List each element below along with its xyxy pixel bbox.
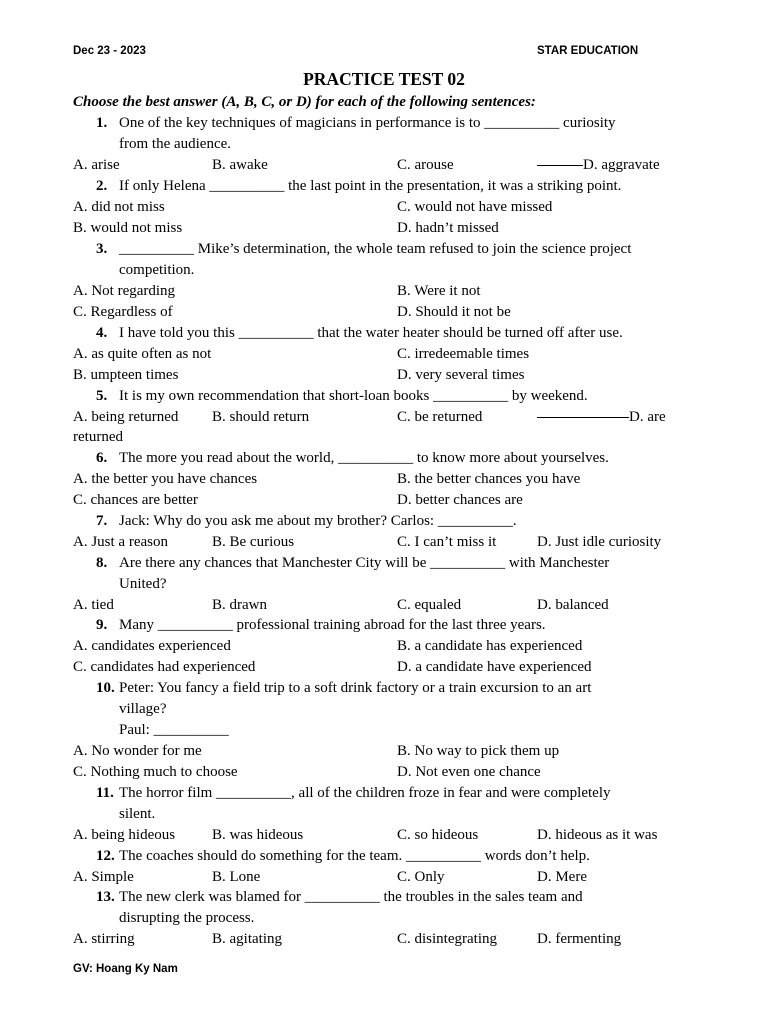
question-11: [0, 783, 768, 804]
question-10: [0, 678, 768, 699]
question-number: 1.: [96, 115, 108, 131]
option-a[interactable]: A. did not miss: [73, 199, 165, 215]
question-1-cont: [0, 134, 768, 155]
question-number: 3.: [96, 241, 108, 257]
header-organization: STAR EDUCATION: [537, 45, 639, 57]
question-6: [0, 448, 768, 469]
option-a[interactable]: A. Not regarding: [73, 283, 176, 299]
question-number: 11.: [96, 785, 114, 801]
question-3-options: [0, 281, 768, 302]
question-10-options: [0, 741, 768, 762]
question-13: [0, 887, 768, 908]
option-b[interactable]: B. Be curious: [212, 534, 295, 550]
question-text: village?: [119, 701, 167, 717]
instructions: Choose the best answer (A, B, C, or D) for each of the following sentences:: [73, 94, 536, 110]
question-5: [0, 386, 768, 407]
question-8-options: [0, 595, 768, 616]
question-number: 6.: [96, 450, 108, 466]
option-c[interactable]: C. chances are better: [73, 492, 198, 508]
question-number: 5.: [96, 388, 108, 404]
footer-teacher: GV: Hoang Ky Nam: [73, 963, 178, 975]
option-c[interactable]: C. so hideous: [397, 827, 479, 843]
question-10-cont: [0, 699, 768, 720]
option-d[interactable]: D. Mere: [537, 869, 587, 885]
option-b[interactable]: B. No way to pick them up: [397, 743, 560, 759]
option-d[interactable]: D. Not even one chance: [397, 764, 541, 780]
option-d[interactable]: D. hadn’t missed: [397, 220, 499, 236]
option-d[interactable]: D. Should it not be: [397, 304, 511, 320]
question-text: United?: [119, 576, 167, 592]
option-d-cont[interactable]: returned: [73, 429, 123, 445]
question-10-cont: [0, 720, 768, 741]
question-text: The more you read about the world, __________ to know more about yourselves.: [119, 450, 609, 466]
option-a[interactable]: A. Just a reason: [73, 534, 168, 550]
option-b[interactable]: B. drawn: [212, 597, 267, 613]
option-a[interactable]: A. being hideous: [73, 827, 176, 843]
option-c[interactable]: C. disintegrating: [397, 931, 497, 947]
question-text: It is my own recommendation that short-loan books __________ by weekend.: [119, 388, 588, 404]
option-d[interactable]: D. Just idle curiosity: [537, 534, 662, 550]
option-c[interactable]: C. Only: [397, 869, 445, 885]
question-7: [0, 511, 768, 532]
question-3-cont: [0, 260, 768, 281]
question-number: 7.: [96, 513, 108, 529]
question-number: 13.: [96, 889, 115, 905]
option-c[interactable]: C. Regardless of: [73, 304, 173, 320]
option-d[interactable]: D. are: [629, 409, 666, 425]
question-text: disrupting the process.: [119, 910, 255, 926]
question-1: [0, 113, 768, 134]
option-a[interactable]: A. arise: [73, 157, 120, 173]
option-d[interactable]: D. better chances are: [397, 492, 523, 508]
question-number: 2.: [96, 178, 108, 194]
option-a[interactable]: A. the better you have chances: [73, 471, 258, 487]
question-2-options: [0, 218, 768, 239]
question-4: [0, 323, 768, 344]
question-4-options: [0, 344, 768, 365]
question-3-options: [0, 302, 768, 323]
option-b[interactable]: B. agitating: [212, 931, 282, 947]
question-text: Are there any chances that Manchester City will be __________ with Manchester: [119, 555, 610, 571]
question-text: The horror film __________, all of the children froze in fear and were completely: [119, 785, 611, 801]
question-3: [0, 239, 768, 260]
question-13-cont: [0, 908, 768, 929]
question-7-options: [0, 532, 768, 553]
strike-line: [537, 165, 583, 166]
option-b[interactable]: B. Lone: [212, 869, 261, 885]
option-b[interactable]: B. the better chances you have: [397, 471, 581, 487]
option-c[interactable]: C. I can’t miss it: [397, 534, 497, 550]
option-d[interactable]: D. aggravate: [583, 157, 660, 173]
option-a[interactable]: A. stirring: [73, 931, 135, 947]
option-c[interactable]: C. irredeemable times: [397, 346, 530, 362]
question-9: [0, 615, 768, 636]
question-11-options: [0, 825, 768, 846]
question-text: If only Helena __________ the last point in the presentation, it was a striking point.: [119, 178, 622, 194]
option-a[interactable]: A. tied: [73, 597, 114, 613]
option-a[interactable]: A. Simple: [73, 869, 134, 885]
question-text: I have told you this __________ that the water heater should be turned off after use.: [119, 325, 623, 341]
option-c[interactable]: C. candidates had experienced: [73, 659, 256, 675]
question-5-options-cont: [0, 427, 768, 448]
question-2-options: [0, 197, 768, 218]
question-number: 8.: [96, 555, 108, 571]
option-c[interactable]: C. would not have missed: [397, 199, 553, 215]
question-9-options: [0, 636, 768, 657]
option-a[interactable]: A. candidates experienced: [73, 638, 231, 654]
question-number: 9.: [96, 617, 108, 633]
question-text: Peter: You fancy a field trip to a soft drink factory or a train excursion to an art: [119, 680, 592, 696]
question-text: Many __________ professional training abroad for the last three years.: [119, 617, 546, 633]
question-text: The coaches should do something for the team. __________ words don’t help.: [119, 848, 590, 864]
question-9-options: [0, 657, 768, 678]
question-2: [0, 176, 768, 197]
option-c[interactable]: C. be returned: [397, 409, 483, 425]
question-12-options: [0, 867, 768, 888]
question-8-cont: [0, 574, 768, 595]
question-text: Paul: __________: [119, 722, 229, 738]
question-8: [0, 553, 768, 574]
question-6-options: [0, 469, 768, 490]
question-6-options: [0, 490, 768, 511]
option-a[interactable]: A. being returned: [73, 409, 179, 425]
question-1-options: [0, 155, 768, 176]
option-c[interactable]: C. equaled: [397, 597, 462, 613]
option-b[interactable]: B. would not miss: [73, 220, 183, 236]
question-text: The new clerk was blamed for __________ the troubles in the sales team and: [119, 889, 583, 905]
option-d[interactable]: D. very several times: [397, 367, 525, 383]
option-a[interactable]: A. as quite often as not: [73, 346, 212, 362]
question-text: One of the key techniques of magicians in performance is to __________ curiosity: [119, 115, 616, 131]
question-12: [0, 846, 768, 867]
question-number: 10.: [96, 680, 115, 696]
question-text: __________ Mike’s determination, the whole team refused to join the science project: [119, 241, 632, 257]
option-b[interactable]: B. umpteen times: [73, 367, 179, 383]
option-a[interactable]: A. No wonder for me: [73, 743, 202, 759]
option-d[interactable]: D. a candidate have experienced: [397, 659, 592, 675]
question-13-options: [0, 929, 768, 950]
question-text: from the audience.: [119, 136, 232, 152]
question-number: 12.: [96, 848, 115, 864]
option-d[interactable]: D. balanced: [537, 597, 609, 613]
question-10-options: [0, 762, 768, 783]
option-d[interactable]: D. fermenting: [537, 931, 622, 947]
question-4-options: [0, 365, 768, 386]
question-text: silent.: [119, 806, 156, 822]
option-b[interactable]: B. a candidate has experienced: [397, 638, 583, 654]
option-c[interactable]: C. arouse: [397, 157, 454, 173]
option-d[interactable]: D. hideous as it was: [537, 827, 658, 843]
option-b[interactable]: B. was hideous: [212, 827, 304, 843]
strike-line: [537, 417, 629, 418]
option-c[interactable]: C. Nothing much to choose: [73, 764, 238, 780]
question-text: Jack: Why do you ask me about my brother? Carlos: __________.: [119, 513, 517, 529]
question-5-options: [0, 407, 768, 428]
question-number: 4.: [96, 325, 108, 341]
option-b[interactable]: B. should return: [212, 409, 310, 425]
option-b[interactable]: B. awake: [212, 157, 268, 173]
page-title: PRACTICE TEST 02: [303, 69, 465, 89]
question-text: competition.: [119, 262, 195, 278]
option-b[interactable]: B. Were it not: [397, 283, 481, 299]
question-11-cont: [0, 804, 768, 825]
header-date: Dec 23 - 2023: [73, 45, 146, 57]
